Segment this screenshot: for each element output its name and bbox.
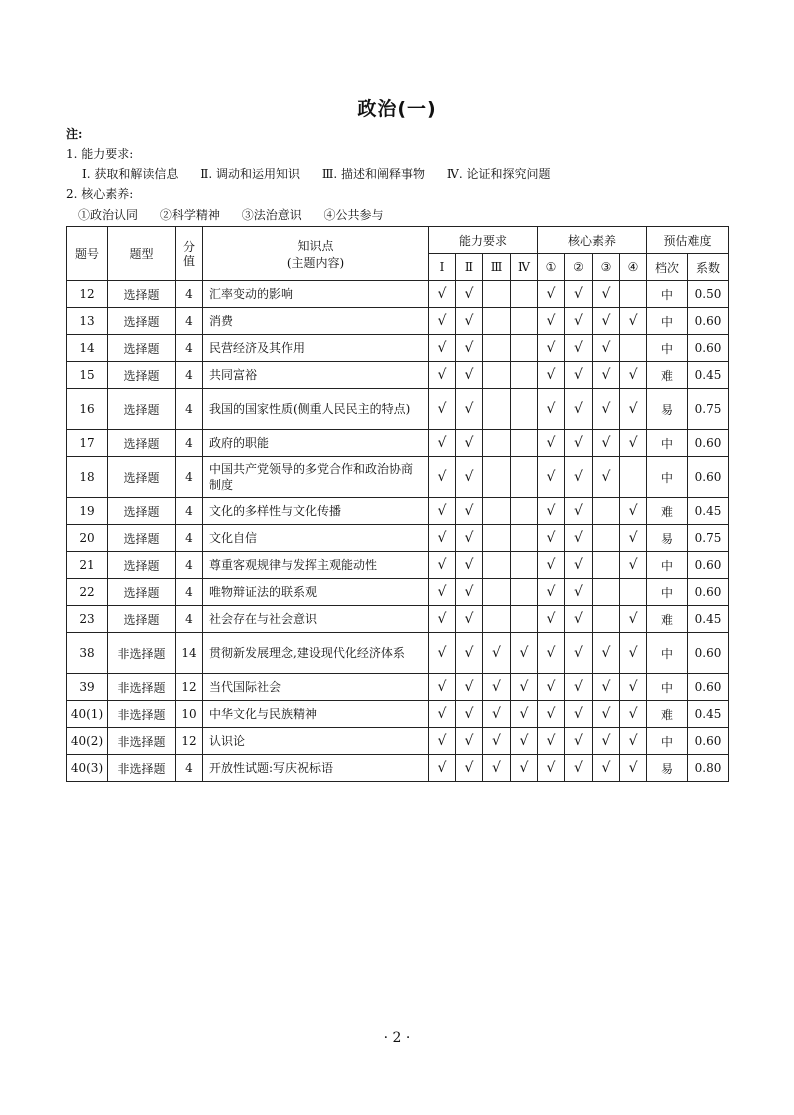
cell-ability-4 — [511, 281, 538, 308]
cell-core-3 — [593, 606, 620, 633]
cell-number: 39 — [67, 674, 108, 701]
cell-core-2: √ — [565, 755, 593, 782]
cell-core-3 — [593, 552, 620, 579]
cell-score: 12 — [176, 674, 203, 701]
cell-level: 难 — [647, 498, 688, 525]
cell-ability-4 — [511, 579, 538, 606]
cell-core-3: √ — [593, 362, 620, 389]
core-item: ④公共参与 — [323, 208, 384, 222]
cell-type: 非选择题 — [108, 633, 176, 674]
cell-score: 4 — [176, 335, 203, 362]
cell-number: 40(1) — [67, 701, 108, 728]
table-row — [67, 728, 729, 755]
cell-core-2: √ — [565, 579, 593, 606]
cell-coef: 0.60 — [688, 728, 729, 755]
core-item: ①政治认同 — [78, 208, 139, 222]
cell-core-4: √ — [620, 606, 647, 633]
cell-ability-3: √ — [483, 674, 511, 701]
cell-core-4: √ — [620, 308, 647, 335]
cell-type: 非选择题 — [108, 701, 176, 728]
cell-core-4 — [620, 335, 647, 362]
cell-level: 中 — [647, 552, 688, 579]
cell-coef: 0.60 — [688, 335, 729, 362]
cell-level: 易 — [647, 525, 688, 552]
cell-ability-2: √ — [456, 755, 483, 782]
cell-number: 12 — [67, 281, 108, 308]
cell-topic: 共同富裕 — [203, 362, 429, 389]
cell-ability-3: √ — [483, 701, 511, 728]
cell-type: 选择题 — [108, 308, 176, 335]
cell-ability-3 — [483, 552, 511, 579]
cell-coef: 0.75 — [688, 389, 729, 430]
cell-score: 4 — [176, 362, 203, 389]
cell-number: 38 — [67, 633, 108, 674]
cell-ability-4: √ — [511, 755, 538, 782]
header-type: 题型 — [108, 227, 176, 281]
cell-number: 14 — [67, 335, 108, 362]
cell-ability-2: √ — [456, 525, 483, 552]
cell-core-2: √ — [565, 430, 593, 457]
cell-ability-4 — [511, 552, 538, 579]
cell-core-3 — [593, 498, 620, 525]
cell-core-4: √ — [620, 430, 647, 457]
cell-ability-2: √ — [456, 728, 483, 755]
core-literacy-label: 2. 核心素养: — [66, 187, 134, 201]
cell-score: 4 — [176, 552, 203, 579]
core-item: ③法治意识 — [241, 208, 302, 222]
cell-level: 中 — [647, 335, 688, 362]
ability-item: Ⅲ. 描述和阐释事物 — [321, 167, 426, 181]
cell-ability-4: √ — [511, 728, 538, 755]
cell-core-1: √ — [538, 701, 565, 728]
table-row — [67, 335, 729, 362]
cell-ability-2: √ — [456, 457, 483, 498]
cell-coef: 0.60 — [688, 579, 729, 606]
cell-topic: 中华文化与民族精神 — [203, 701, 429, 728]
cell-score: 12 — [176, 728, 203, 755]
cell-type: 选择题 — [108, 362, 176, 389]
cell-topic: 认识论 — [203, 728, 429, 755]
cell-core-4: √ — [620, 701, 647, 728]
cell-score: 4 — [176, 430, 203, 457]
cell-core-2: √ — [565, 389, 593, 430]
cell-topic: 贯彻新发展理念,建设现代化经济体系 — [203, 633, 429, 674]
table-row — [67, 389, 729, 430]
table-row — [67, 606, 729, 633]
cell-ability-4 — [511, 498, 538, 525]
cell-ability-2: √ — [456, 362, 483, 389]
cell-type: 选择题 — [108, 389, 176, 430]
cell-number: 17 — [67, 430, 108, 457]
cell-core-2: √ — [565, 281, 593, 308]
cell-core-2: √ — [565, 525, 593, 552]
cell-ability-1: √ — [429, 335, 456, 362]
cell-type: 选择题 — [108, 552, 176, 579]
cell-ability-3 — [483, 335, 511, 362]
cell-coef: 0.60 — [688, 457, 729, 498]
cell-ability-4 — [511, 430, 538, 457]
cell-core-3: √ — [593, 457, 620, 498]
ability-requirements-list — [82, 167, 568, 182]
header-core-col: ④ — [620, 254, 647, 281]
cell-core-4: √ — [620, 755, 647, 782]
cell-ability-2: √ — [456, 552, 483, 579]
cell-level: 易 — [647, 389, 688, 430]
cell-number: 20 — [67, 525, 108, 552]
cell-level: 中 — [647, 308, 688, 335]
cell-ability-1: √ — [429, 674, 456, 701]
cell-ability-3: √ — [483, 755, 511, 782]
cell-topic: 文化的多样性与文化传播 — [203, 498, 429, 525]
header-difficulty: 预估难度 — [647, 227, 729, 254]
cell-core-4: √ — [620, 389, 647, 430]
header-ability-col: Ⅰ — [429, 254, 456, 281]
cell-ability-1: √ — [429, 457, 456, 498]
cell-core-1: √ — [538, 362, 565, 389]
cell-core-3: √ — [593, 633, 620, 674]
core-item: ②科学精神 — [159, 208, 220, 222]
header-knowledge — [203, 227, 429, 281]
ability-requirements-label: 1. 能力要求: — [66, 147, 134, 161]
cell-score: 4 — [176, 457, 203, 498]
cell-core-1: √ — [538, 755, 565, 782]
cell-ability-4 — [511, 457, 538, 498]
cell-level: 中 — [647, 674, 688, 701]
cell-number: 22 — [67, 579, 108, 606]
cell-core-1: √ — [538, 633, 565, 674]
cell-ability-3 — [483, 389, 511, 430]
cell-type: 选择题 — [108, 335, 176, 362]
cell-ability-1: √ — [429, 552, 456, 579]
cell-number: 18 — [67, 457, 108, 498]
cell-core-3: √ — [593, 701, 620, 728]
cell-core-4: √ — [620, 362, 647, 389]
cell-topic: 中国共产党领导的多党合作和政治协商制度 — [203, 457, 429, 498]
cell-core-2: √ — [565, 457, 593, 498]
cell-score: 4 — [176, 755, 203, 782]
cell-coef: 0.60 — [688, 430, 729, 457]
header-core-col: ① — [538, 254, 565, 281]
cell-number: 15 — [67, 362, 108, 389]
cell-core-2: √ — [565, 335, 593, 362]
cell-coef: 0.60 — [688, 308, 729, 335]
cell-level: 中 — [647, 281, 688, 308]
cell-type: 选择题 — [108, 498, 176, 525]
cell-core-1: √ — [538, 498, 565, 525]
header-core-col: ③ — [593, 254, 620, 281]
cell-coef: 0.80 — [688, 755, 729, 782]
cell-core-1: √ — [538, 552, 565, 579]
cell-ability-4: √ — [511, 701, 538, 728]
cell-level: 难 — [647, 701, 688, 728]
cell-core-2: √ — [565, 362, 593, 389]
header-core: 核心素养 — [538, 227, 647, 254]
cell-ability-4: √ — [511, 674, 538, 701]
cell-ability-2: √ — [456, 579, 483, 606]
table-row — [67, 552, 729, 579]
header-level: 档次 — [647, 254, 688, 281]
cell-score: 4 — [176, 606, 203, 633]
cell-number: 21 — [67, 552, 108, 579]
cell-coef: 0.45 — [688, 362, 729, 389]
cell-number: 13 — [67, 308, 108, 335]
table-body — [67, 281, 729, 782]
cell-coef: 0.45 — [688, 606, 729, 633]
cell-ability-3 — [483, 362, 511, 389]
cell-topic: 我国的国家性质(侧重人民民主的特点) — [203, 389, 429, 430]
table-row — [67, 281, 729, 308]
cell-core-2: √ — [565, 674, 593, 701]
cell-ability-4 — [511, 525, 538, 552]
cell-level: 中 — [647, 579, 688, 606]
cell-core-2: √ — [565, 498, 593, 525]
cell-core-3: √ — [593, 281, 620, 308]
cell-coef: 0.60 — [688, 552, 729, 579]
cell-core-3 — [593, 579, 620, 606]
cell-ability-4 — [511, 335, 538, 362]
cell-core-4: √ — [620, 674, 647, 701]
table-row — [67, 633, 729, 674]
cell-core-1: √ — [538, 579, 565, 606]
cell-ability-2: √ — [456, 674, 483, 701]
cell-core-1: √ — [538, 308, 565, 335]
cell-topic: 社会存在与社会意识 — [203, 606, 429, 633]
cell-type: 选择题 — [108, 430, 176, 457]
cell-core-1: √ — [538, 389, 565, 430]
cell-core-3: √ — [593, 308, 620, 335]
header-ability-col: Ⅳ — [511, 254, 538, 281]
cell-ability-2: √ — [456, 389, 483, 430]
cell-score: 4 — [176, 525, 203, 552]
header-knowledge-sub: (主题内容) — [286, 255, 345, 270]
ability-item: Ⅱ. 调动和运用知识 — [200, 167, 300, 181]
cell-topic: 汇率变动的影响 — [203, 281, 429, 308]
cell-ability-1: √ — [429, 728, 456, 755]
header-coef: 系数 — [688, 254, 729, 281]
cell-core-3 — [593, 525, 620, 552]
cell-ability-4 — [511, 389, 538, 430]
cell-level: 中 — [647, 728, 688, 755]
cell-core-1: √ — [538, 281, 565, 308]
cell-ability-2: √ — [456, 606, 483, 633]
header-number: 题号 — [67, 227, 108, 281]
cell-core-1: √ — [538, 457, 565, 498]
cell-topic: 尊重客观规律与发挥主观能动性 — [203, 552, 429, 579]
cell-score: 4 — [176, 498, 203, 525]
header-knowledge-title: 知识点 — [297, 238, 334, 253]
cell-core-1: √ — [538, 606, 565, 633]
ability-item: Ⅰ. 获取和解读信息 — [82, 167, 179, 181]
cell-ability-2: √ — [456, 281, 483, 308]
cell-level: 难 — [647, 606, 688, 633]
cell-level: 中 — [647, 633, 688, 674]
cell-type: 选择题 — [108, 606, 176, 633]
page-title: 政治(一) — [357, 98, 437, 120]
cell-ability-4 — [511, 308, 538, 335]
cell-topic: 当代国际社会 — [203, 674, 429, 701]
cell-core-4 — [620, 457, 647, 498]
cell-topic: 政府的职能 — [203, 430, 429, 457]
page-number: · 2 · — [383, 1030, 411, 1046]
cell-type: 选择题 — [108, 525, 176, 552]
cell-topic: 消费 — [203, 308, 429, 335]
cell-level: 难 — [647, 362, 688, 389]
cell-ability-1: √ — [429, 755, 456, 782]
cell-type: 非选择题 — [108, 674, 176, 701]
cell-ability-4: √ — [511, 633, 538, 674]
cell-core-2: √ — [565, 606, 593, 633]
cell-level: 中 — [647, 457, 688, 498]
cell-core-4 — [620, 281, 647, 308]
cell-ability-3: √ — [483, 728, 511, 755]
cell-ability-4 — [511, 606, 538, 633]
cell-core-2: √ — [565, 552, 593, 579]
cell-number: 40(2) — [67, 728, 108, 755]
cell-ability-3 — [483, 579, 511, 606]
cell-type: 选择题 — [108, 281, 176, 308]
cell-core-4: √ — [620, 552, 647, 579]
cell-type: 非选择题 — [108, 728, 176, 755]
cell-core-1: √ — [538, 728, 565, 755]
cell-core-3: √ — [593, 755, 620, 782]
cell-level: 中 — [647, 430, 688, 457]
cell-core-4: √ — [620, 633, 647, 674]
cell-core-4: √ — [620, 498, 647, 525]
cell-ability-2: √ — [456, 430, 483, 457]
cell-score: 4 — [176, 389, 203, 430]
cell-ability-3 — [483, 525, 511, 552]
cell-score: 4 — [176, 281, 203, 308]
cell-ability-1: √ — [429, 701, 456, 728]
cell-level: 易 — [647, 755, 688, 782]
cell-ability-1: √ — [429, 633, 456, 674]
header-score: 分值 — [176, 227, 203, 281]
header-ability-col: Ⅱ — [456, 254, 483, 281]
ability-item: Ⅳ. 论证和探究问题 — [446, 167, 551, 181]
cell-core-3: √ — [593, 728, 620, 755]
cell-core-1: √ — [538, 335, 565, 362]
cell-core-2: √ — [565, 701, 593, 728]
table-row — [67, 579, 729, 606]
cell-core-4: √ — [620, 525, 647, 552]
cell-coef: 0.45 — [688, 498, 729, 525]
cell-number: 16 — [67, 389, 108, 430]
cell-ability-2: √ — [456, 335, 483, 362]
cell-ability-4 — [511, 362, 538, 389]
table-row — [67, 362, 729, 389]
cell-ability-3 — [483, 606, 511, 633]
cell-coef: 0.60 — [688, 633, 729, 674]
cell-coef: 0.60 — [688, 674, 729, 701]
cell-ability-2: √ — [456, 498, 483, 525]
cell-type: 选择题 — [108, 457, 176, 498]
cell-coef: 0.45 — [688, 701, 729, 728]
cell-ability-1: √ — [429, 579, 456, 606]
cell-ability-3 — [483, 457, 511, 498]
cell-core-4: √ — [620, 728, 647, 755]
cell-ability-3 — [483, 308, 511, 335]
table-row — [67, 674, 729, 701]
cell-ability-1: √ — [429, 389, 456, 430]
cell-ability-3: √ — [483, 633, 511, 674]
cell-core-1: √ — [538, 430, 565, 457]
cell-score: 4 — [176, 308, 203, 335]
cell-core-1: √ — [538, 525, 565, 552]
cell-ability-1: √ — [429, 498, 456, 525]
cell-ability-3 — [483, 430, 511, 457]
cell-ability-1: √ — [429, 606, 456, 633]
cell-ability-3 — [483, 498, 511, 525]
cell-topic: 文化自信 — [203, 525, 429, 552]
cell-score: 14 — [176, 633, 203, 674]
cell-ability-2: √ — [456, 701, 483, 728]
cell-topic: 唯物辩证法的联系观 — [203, 579, 429, 606]
table-row — [67, 525, 729, 552]
header-ability-col: Ⅲ — [483, 254, 511, 281]
cell-core-3: √ — [593, 674, 620, 701]
cell-core-2: √ — [565, 633, 593, 674]
cell-ability-1: √ — [429, 525, 456, 552]
cell-ability-3 — [483, 281, 511, 308]
cell-core-4 — [620, 579, 647, 606]
cell-core-3: √ — [593, 430, 620, 457]
notes-heading: 注: — [66, 127, 83, 141]
cell-core-3: √ — [593, 389, 620, 430]
cell-number: 40(3) — [67, 755, 108, 782]
cell-coef: 0.50 — [688, 281, 729, 308]
cell-number: 23 — [67, 606, 108, 633]
table-row — [67, 430, 729, 457]
table-row — [67, 701, 729, 728]
header-core-col: ② — [565, 254, 593, 281]
cell-core-2: √ — [565, 728, 593, 755]
question-analysis-table — [66, 226, 729, 782]
cell-type: 选择题 — [108, 579, 176, 606]
cell-number: 19 — [67, 498, 108, 525]
table-row — [67, 457, 729, 498]
cell-ability-1: √ — [429, 430, 456, 457]
cell-score: 10 — [176, 701, 203, 728]
cell-core-3: √ — [593, 335, 620, 362]
cell-ability-2: √ — [456, 633, 483, 674]
cell-ability-1: √ — [429, 308, 456, 335]
cell-ability-2: √ — [456, 308, 483, 335]
cell-topic: 民营经济及其作用 — [203, 335, 429, 362]
cell-topic: 开放性试题:写庆祝标语 — [203, 755, 429, 782]
cell-coef: 0.75 — [688, 525, 729, 552]
core-literacy-list — [78, 208, 402, 223]
cell-type: 非选择题 — [108, 755, 176, 782]
cell-core-2: √ — [565, 308, 593, 335]
header-ability: 能力要求 — [429, 227, 538, 254]
cell-score: 4 — [176, 579, 203, 606]
cell-ability-1: √ — [429, 281, 456, 308]
cell-ability-1: √ — [429, 362, 456, 389]
table-row — [67, 498, 729, 525]
cell-core-1: √ — [538, 674, 565, 701]
table-row — [67, 755, 729, 782]
table-row — [67, 308, 729, 335]
